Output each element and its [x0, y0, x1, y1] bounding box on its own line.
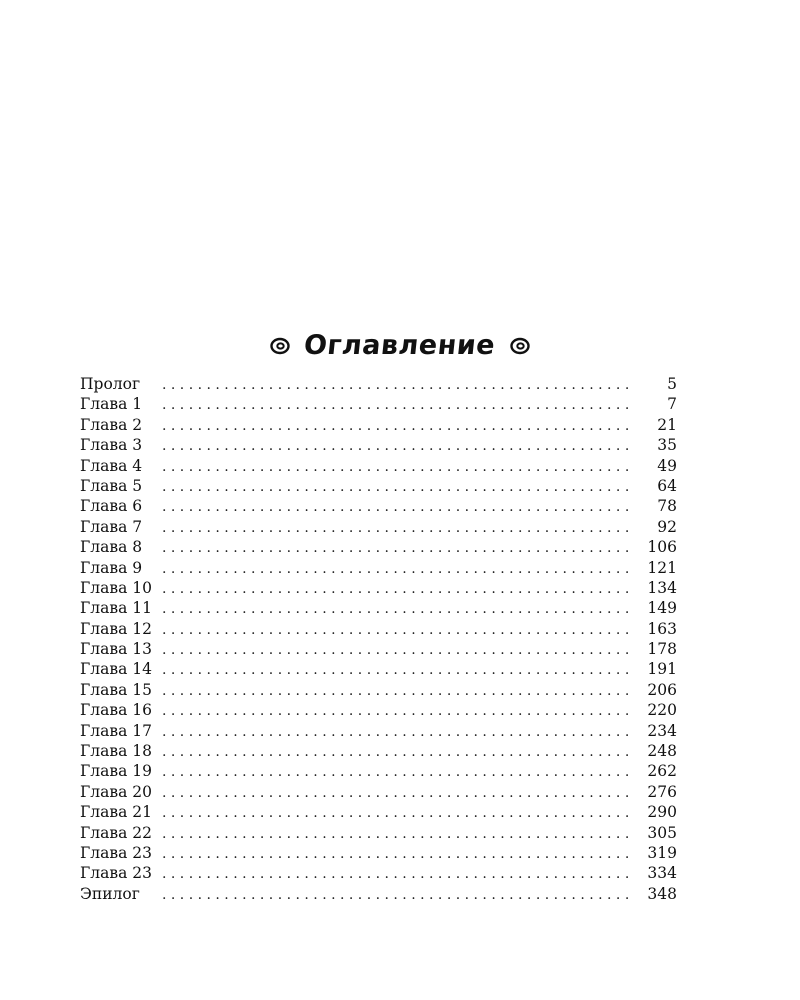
- toc-entry-page-number: 220: [647, 701, 677, 720]
- toc-title: Оглавление: [302, 330, 498, 361]
- toc-entry-label: Глава 7: [80, 517, 143, 536]
- toc-entry-label: Глава 20: [80, 782, 152, 801]
- toc-entry-page-number: 178: [647, 640, 677, 659]
- toc-entry-page-number: 234: [647, 721, 677, 740]
- spiral-ornament-icon: [510, 336, 530, 356]
- toc-entry[interactable]: [80, 741, 677, 761]
- toc-entry-label: Глава 9: [80, 558, 143, 577]
- toc-entry-page-number: 64: [657, 476, 677, 495]
- toc-entry[interactable]: [80, 680, 677, 700]
- toc-entry[interactable]: [80, 823, 677, 843]
- toc-entry-label: Глава 10: [80, 578, 152, 597]
- toc-entry[interactable]: [80, 496, 677, 516]
- toc-entry-label: Глава 14: [80, 660, 152, 679]
- toc-entry[interactable]: [80, 802, 677, 822]
- toc-entry-label: Глава 13: [80, 640, 152, 659]
- toc-entry[interactable]: [80, 435, 677, 455]
- toc-entry[interactable]: [80, 782, 677, 802]
- toc-entry-page-number: 163: [647, 619, 677, 638]
- toc-entry[interactable]: [80, 394, 677, 414]
- toc-entry-label: Глава 16: [80, 701, 152, 720]
- toc-entry-label: Глава 8: [80, 538, 143, 557]
- toc-entry-page-number: 262: [647, 762, 677, 781]
- dot-leader: [162, 620, 635, 640]
- toc-entry-page-number: 35: [657, 436, 677, 455]
- toc-entry-page-number: 21: [657, 415, 677, 434]
- toc-entry-page-number: 248: [647, 742, 677, 761]
- toc-entry-label: Глава 11: [80, 599, 152, 618]
- dot-leader: [162, 497, 635, 517]
- toc-entry-page-number: 348: [647, 884, 677, 903]
- toc-entry[interactable]: [80, 415, 677, 435]
- dot-leader: [162, 538, 635, 558]
- toc-entry[interactable]: [80, 558, 677, 578]
- toc-entry[interactable]: [80, 456, 677, 476]
- dot-leader: [162, 701, 635, 721]
- toc-entry[interactable]: [80, 578, 677, 598]
- toc-entry[interactable]: [80, 843, 677, 863]
- toc-entry[interactable]: [80, 884, 677, 904]
- dot-leader: [162, 742, 635, 762]
- dot-leader: [162, 762, 635, 782]
- toc-entry-label: Глава 18: [80, 742, 152, 761]
- toc-entry-page-number: 305: [647, 823, 677, 842]
- toc-entry-label: Эпилог: [80, 884, 140, 903]
- toc-entry-page-number: 92: [657, 517, 677, 536]
- dot-leader: [162, 864, 635, 884]
- toc-entry[interactable]: [80, 761, 677, 781]
- toc-entry-page-number: 191: [647, 660, 677, 679]
- toc-entry[interactable]: [80, 639, 677, 659]
- toc-entry-label: Глава 6: [80, 497, 143, 516]
- toc-entry[interactable]: [80, 517, 677, 537]
- toc-entry-page-number: 319: [647, 843, 677, 862]
- toc-entry-label: Глава 3: [80, 436, 143, 455]
- toc-entry-page-number: 106: [647, 538, 677, 557]
- dot-leader: [162, 681, 635, 701]
- dot-leader: [162, 457, 635, 477]
- toc-entry-page-number: 134: [647, 578, 677, 597]
- toc-entry-page-number: 276: [647, 782, 677, 801]
- toc-entry-label: Глава 5: [80, 476, 143, 495]
- toc-entry-label: Глава 1: [80, 395, 143, 414]
- toc-entry-page-number: 121: [647, 558, 677, 577]
- toc-entry-label: Глава 19: [80, 762, 152, 781]
- toc-entry-label: Глава 15: [80, 680, 152, 699]
- dot-leader: [162, 395, 635, 415]
- toc-entry[interactable]: [80, 619, 677, 639]
- toc-entry-page-number: 334: [647, 864, 677, 883]
- dot-leader: [162, 722, 635, 742]
- toc-entry-page-number: 7: [667, 395, 677, 414]
- dot-leader: [162, 885, 635, 905]
- toc-entry[interactable]: [80, 721, 677, 741]
- toc-entry[interactable]: [80, 476, 677, 496]
- dot-leader: [162, 559, 635, 579]
- dot-leader: [162, 803, 635, 823]
- toc-entry-label: Глава 22: [80, 823, 152, 842]
- spiral-ornament-icon: [270, 336, 290, 356]
- dot-leader: [162, 375, 635, 395]
- dot-leader: [162, 660, 635, 680]
- toc-entry-label: Глава 2: [80, 415, 143, 434]
- dot-leader: [162, 783, 635, 803]
- dot-leader: [162, 844, 635, 864]
- dot-leader: [162, 416, 635, 436]
- dot-leader: [162, 599, 635, 619]
- toc-entry-page-number: 5: [667, 375, 677, 393]
- toc-entry[interactable]: [80, 598, 677, 618]
- toc-entry-page-number: 290: [647, 803, 677, 822]
- dot-leader: [162, 477, 635, 497]
- toc-entry-label: Глава 12: [80, 619, 152, 638]
- toc-entry-label: Глава 23: [80, 843, 152, 862]
- toc-heading: [0, 330, 800, 361]
- toc-entry-label: Глава 17: [80, 721, 152, 740]
- toc-entry-label: Глава 21: [80, 803, 152, 822]
- toc-entry-page-number: 149: [647, 599, 677, 618]
- dot-leader: [162, 518, 635, 538]
- toc-entry[interactable]: [80, 863, 677, 883]
- toc-entry-page-number: 206: [647, 680, 677, 699]
- toc-entry-label: Глава 23: [80, 864, 152, 883]
- toc-entry-page-number: 49: [657, 456, 677, 475]
- dot-leader: [162, 640, 635, 660]
- dot-leader: [162, 824, 635, 844]
- toc-entry[interactable]: [80, 659, 677, 679]
- dot-leader: [162, 436, 635, 456]
- toc-entry[interactable]: [80, 537, 677, 557]
- toc-entry-label: Глава 4: [80, 456, 143, 475]
- toc-entry[interactable]: [80, 374, 677, 394]
- toc-entry[interactable]: [80, 700, 677, 720]
- toc-list: [80, 374, 677, 904]
- toc-entry-label: Пролог: [80, 375, 141, 393]
- toc-entry-page-number: 78: [657, 497, 677, 516]
- dot-leader: [162, 579, 635, 599]
